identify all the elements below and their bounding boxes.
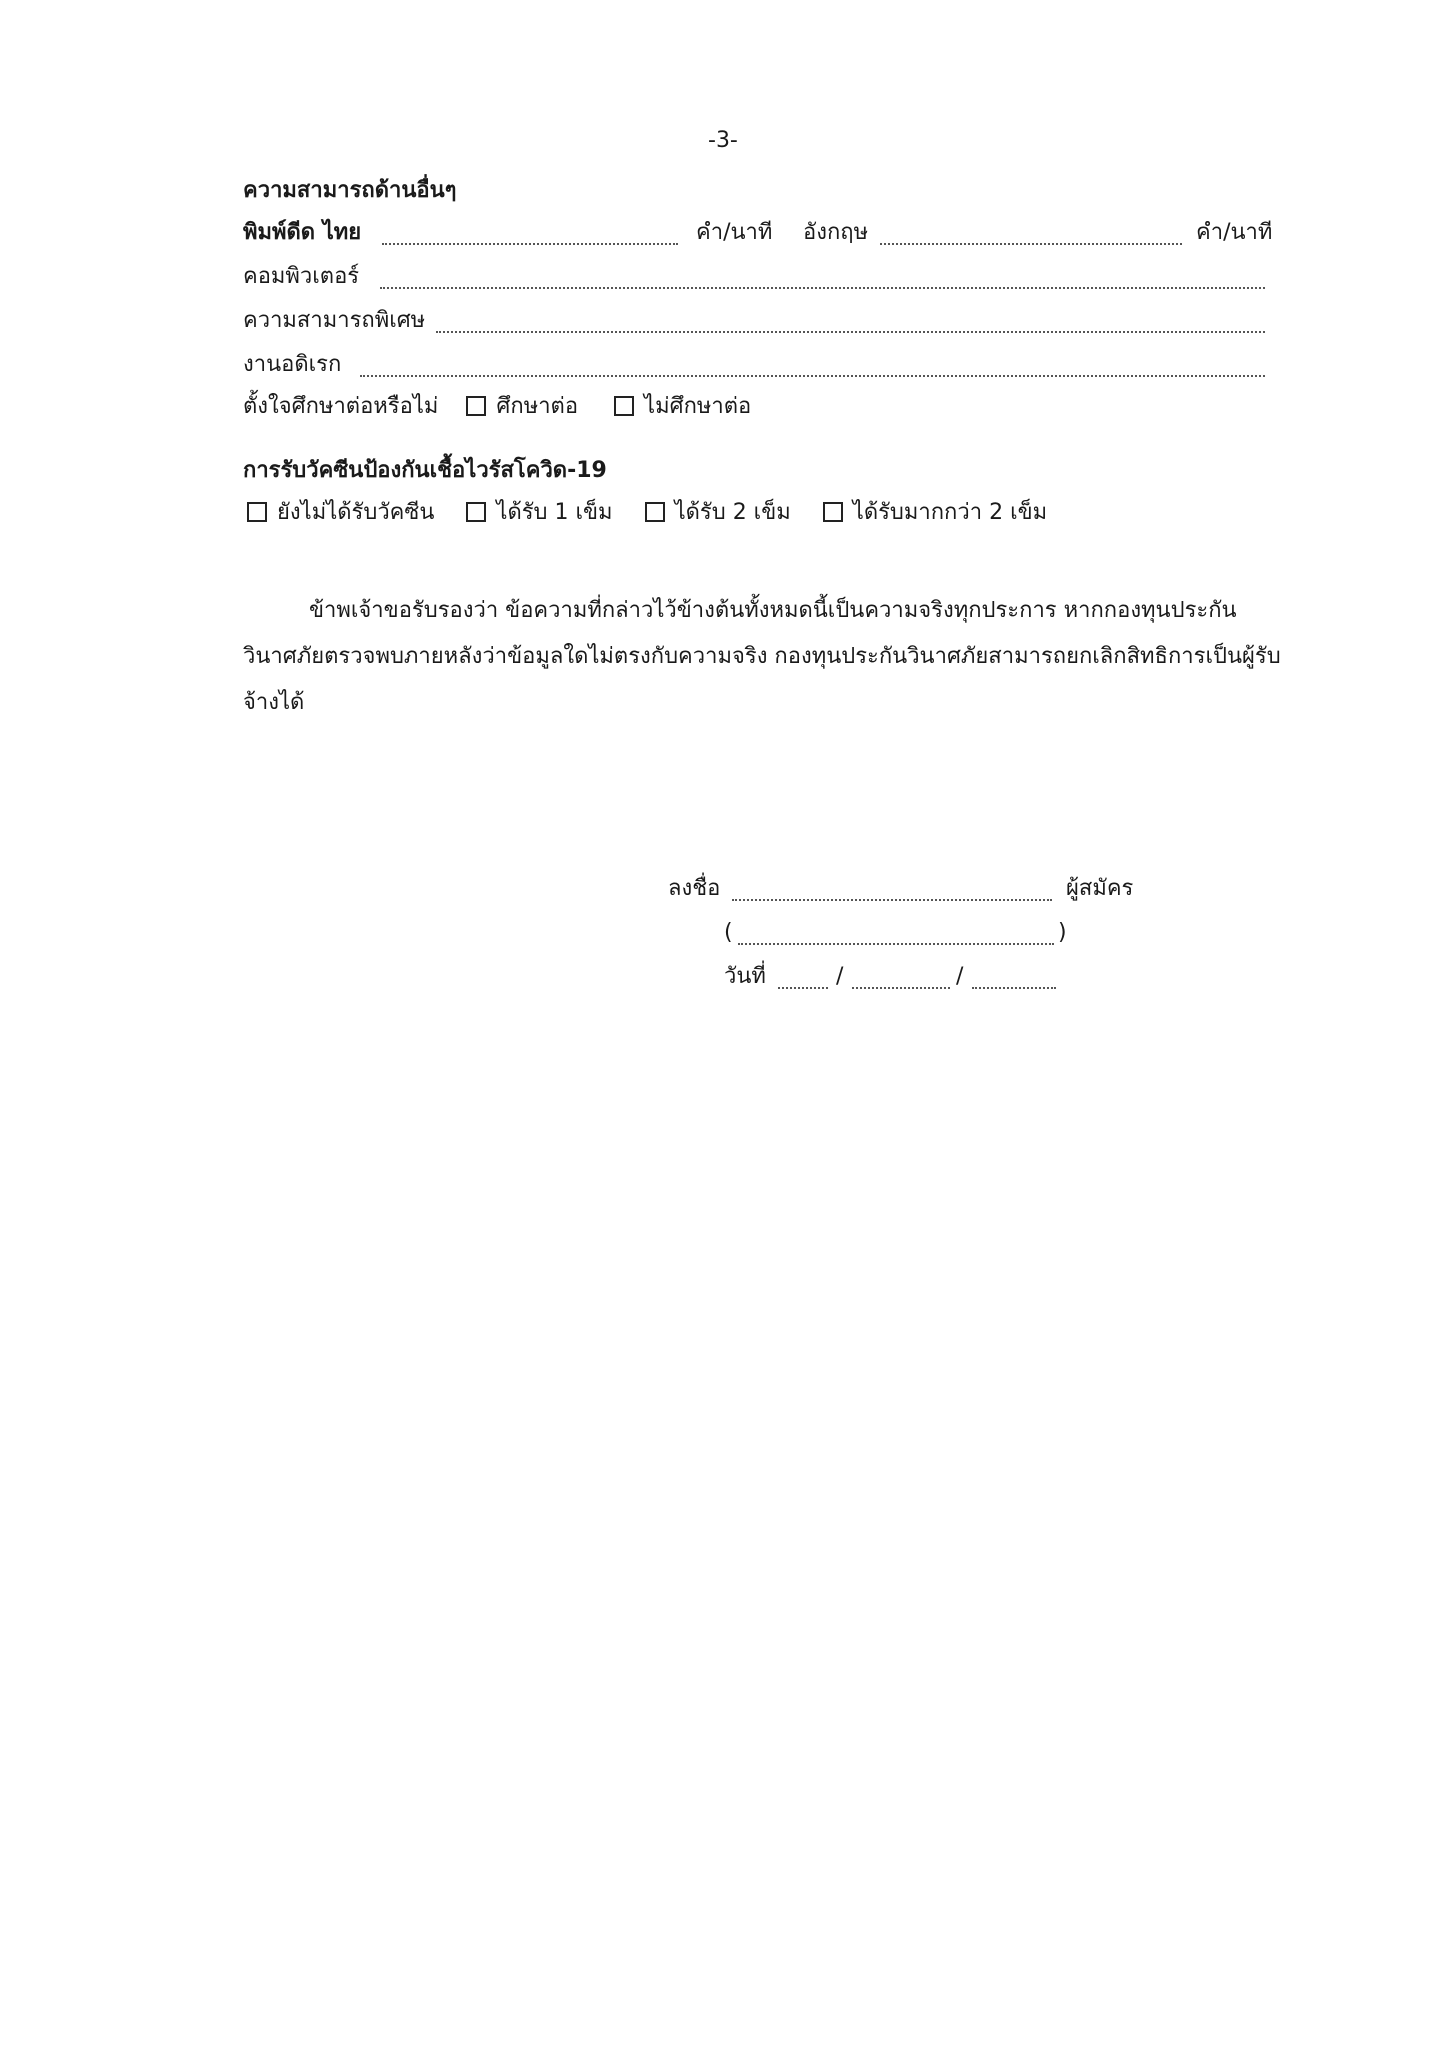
study-yes-checkbox[interactable] — [466, 396, 486, 416]
study-yes-label: ศึกษาต่อ — [496, 394, 579, 419]
english-unit-label: คำ/นาที — [1196, 220, 1273, 245]
date-separator-1: / — [836, 964, 844, 989]
date-month-field[interactable] — [852, 987, 950, 989]
hobby-label: งานอดิเรก — [243, 352, 342, 377]
computer-field[interactable] — [380, 287, 1265, 289]
certification-text: ข้าพเจ้าขอรับรองว่า ข้อความที่กล่าวไว้ข้างต้นทั้งหมดนี้เป็นความจริงทุกประการ หากกองทุนประกันวินาศภัยตรวจพบภายหลังว่าข้อมูลใดไม่ตรงกับความจริง กองทุนประกันวินาศภัยสามารถยกเลิกสิทธิการเป็นผู้รับจ้างได้ — [243, 598, 1281, 715]
vaccine-two-doses-label: ได้รับ 2 เข็ม — [674, 500, 791, 525]
hobby-field[interactable] — [360, 375, 1265, 377]
close-paren: ) — [1058, 920, 1067, 945]
english-label: อังกฤษ — [803, 220, 869, 245]
vaccine-more-doses-checkbox[interactable] — [823, 502, 843, 522]
english-typing-speed-field[interactable] — [880, 243, 1182, 245]
vaccine-one-dose-checkbox[interactable] — [466, 502, 486, 522]
open-paren: ( — [724, 920, 733, 945]
vaccine-more-doses-label: ได้รับมากกว่า 2 เข็ม — [852, 500, 1048, 525]
date-separator-2: / — [956, 964, 964, 989]
further-study-row — [243, 392, 751, 422]
date-day-field[interactable] — [778, 987, 828, 989]
vaccine-one-dose-label: ได้รับ 1 เข็ม — [496, 500, 613, 525]
skills-heading: ความสามารถด้านอื่นๆ — [243, 178, 457, 203]
study-no-label: ไม่ศึกษาต่อ — [644, 394, 752, 419]
date-label: วันที่ — [724, 964, 766, 989]
study-no-checkbox[interactable] — [614, 396, 634, 416]
computer-label: คอมพิวเตอร์ — [243, 264, 360, 289]
applicant-label: ผู้สมัคร — [1066, 876, 1134, 901]
vaccine-two-doses-checkbox[interactable] — [645, 502, 665, 522]
further-study-question: ตั้งใจศึกษาต่อหรือไม่ — [243, 394, 439, 419]
vaccine-none-checkbox[interactable] — [247, 502, 267, 522]
vaccine-heading: การรับวัคซีนป้องกันเชื้อไวรัสโควิด-19 — [243, 458, 607, 483]
thai-unit-label: คำ/นาที — [696, 220, 773, 245]
page-number: -3- — [708, 128, 738, 153]
special-ability-label: ความสามารถพิเศษ — [243, 308, 426, 333]
thai-typing-speed-field[interactable] — [382, 243, 678, 245]
printed-name-field[interactable] — [738, 943, 1054, 945]
certification-paragraph — [243, 588, 1288, 726]
special-ability-field[interactable] — [436, 331, 1265, 333]
vaccine-options-row — [247, 498, 1047, 528]
signature-field[interactable] — [732, 899, 1052, 901]
sign-label: ลงชื่อ — [668, 876, 721, 901]
typing-label: พิมพ์ดีด ไทย — [243, 220, 362, 245]
date-year-field[interactable] — [972, 987, 1056, 989]
vaccine-none-label: ยังไม่ได้รับวัคซีน — [277, 500, 435, 525]
